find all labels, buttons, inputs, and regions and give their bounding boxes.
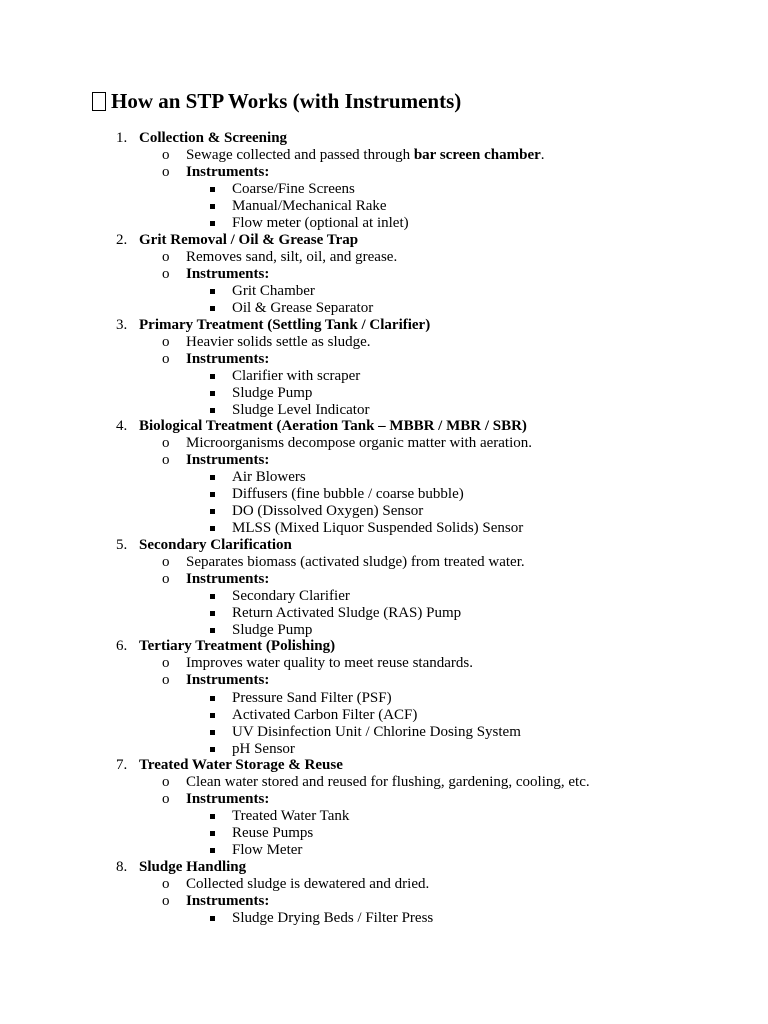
- section-number: 4.: [116, 418, 128, 434]
- bullet-o: o: [162, 266, 170, 282]
- instrument-item: Sludge Pump: [232, 622, 313, 638]
- section-heading: Primary Treatment (Settling Tank / Clarifier): [139, 317, 431, 333]
- instruments-label: Instruments:: [186, 791, 270, 807]
- instruments-label: Instruments:: [186, 452, 270, 468]
- instrument-item: DO (Dissolved Oxygen) Sensor: [232, 503, 424, 519]
- square-bullet: [210, 730, 215, 735]
- section-description: Collected sludge is dewatered and dried.: [186, 876, 430, 892]
- square-bullet: [210, 526, 215, 531]
- section-number: 7.: [116, 757, 128, 773]
- square-bullet: [210, 696, 215, 701]
- section-description: Improves water quality to meet reuse standards.: [186, 655, 473, 671]
- section-description: Separates biomass (activated sludge) from treated water.: [186, 554, 525, 570]
- instrument-item: Flow meter (optional at inlet): [232, 215, 409, 231]
- section-number: 5.: [116, 537, 128, 553]
- instrument-item: Treated Water Tank: [232, 808, 350, 824]
- section-heading: Biological Treatment (Aeration Tank – MBBR / MBR / SBR): [139, 418, 527, 434]
- section-heading: Collection & Screening: [139, 130, 288, 146]
- square-bullet: [210, 831, 215, 836]
- instrument-item: Sludge Pump: [232, 385, 313, 401]
- instruments-label: Instruments:: [186, 571, 270, 587]
- instruments-label: Instruments:: [186, 164, 270, 180]
- missing-glyph-icon: [92, 92, 106, 111]
- instrument-item: UV Disinfection Unit / Chlorine Dosing System: [232, 724, 521, 740]
- section-number: 1.: [116, 130, 128, 146]
- section-description: Sewage collected and passed through bar screen chamber.: [186, 147, 545, 163]
- square-bullet: [210, 848, 215, 853]
- section-heading: Tertiary Treatment (Polishing): [139, 638, 336, 654]
- square-bullet: [210, 204, 215, 209]
- section-heading: Sludge Handling: [139, 859, 247, 875]
- square-bullet: [210, 475, 215, 480]
- section-heading: Treated Water Storage & Reuse: [139, 757, 343, 773]
- instrument-item: Manual/Mechanical Rake: [232, 198, 387, 214]
- bullet-o: o: [162, 147, 170, 163]
- bullet-o: o: [162, 334, 170, 350]
- bullet-o: o: [162, 893, 170, 909]
- bullet-o: o: [162, 351, 170, 367]
- instrument-item: Secondary Clarifier: [232, 588, 350, 604]
- instrument-item: Grit Chamber: [232, 283, 315, 299]
- bullet-o: o: [162, 249, 170, 265]
- instrument-item: Activated Carbon Filter (ACF): [232, 707, 418, 723]
- page-title: [92, 88, 461, 114]
- bullet-o: o: [162, 452, 170, 468]
- bullet-o: o: [162, 774, 170, 790]
- instrument-item: Clarifier with scraper: [232, 368, 361, 384]
- square-bullet: [210, 594, 215, 599]
- square-bullet: [210, 713, 215, 718]
- square-bullet: [210, 814, 215, 819]
- square-bullet: [210, 747, 215, 752]
- bullet-o: o: [162, 571, 170, 587]
- bullet-o: o: [162, 164, 170, 180]
- square-bullet: [210, 492, 215, 497]
- section-heading: Secondary Clarification: [139, 537, 292, 553]
- instrument-item: Oil & Grease Separator: [232, 300, 374, 316]
- section-heading: Grit Removal / Oil & Grease Trap: [139, 232, 359, 248]
- instruments-label: Instruments:: [186, 266, 270, 282]
- section-description: Removes sand, silt, oil, and grease.: [186, 249, 398, 265]
- section-number: 3.: [116, 317, 128, 333]
- square-bullet: [210, 374, 215, 379]
- square-bullet: [210, 221, 215, 226]
- square-bullet: [210, 391, 215, 396]
- square-bullet: [210, 408, 215, 413]
- instrument-item: Coarse/Fine Screens: [232, 181, 355, 197]
- instrument-item: Diffusers (fine bubble / coarse bubble): [232, 486, 464, 502]
- square-bullet: [210, 628, 215, 633]
- instrument-item: Reuse Pumps: [232, 825, 314, 841]
- section-number: 6.: [116, 638, 128, 654]
- instrument-item: Return Activated Sludge (RAS) Pump: [232, 605, 462, 621]
- bullet-o: o: [162, 435, 170, 451]
- instrument-item: pH Sensor: [232, 741, 295, 757]
- section-number: 2.: [116, 232, 128, 248]
- square-bullet: [210, 611, 215, 616]
- bullet-o: o: [162, 672, 170, 688]
- bullet-o: o: [162, 791, 170, 807]
- section-description: Clean water stored and reused for flushing, gardening, cooling, etc.: [186, 774, 590, 790]
- square-bullet: [210, 289, 215, 294]
- instrument-item: Flow Meter: [232, 842, 303, 858]
- instrument-item: MLSS (Mixed Liquor Suspended Solids) Sensor: [232, 520, 524, 536]
- instruments-label: Instruments:: [186, 672, 270, 688]
- instruments-label: Instruments:: [186, 893, 270, 909]
- instrument-item: Sludge Drying Beds / Filter Press: [232, 910, 434, 926]
- section-description: Microorganisms decompose organic matter with aeration.: [186, 435, 533, 451]
- bullet-o: o: [162, 876, 170, 892]
- instrument-item: Sludge Level Indicator: [232, 402, 370, 418]
- bullet-o: o: [162, 554, 170, 570]
- square-bullet: [210, 509, 215, 514]
- page-title-text: How an STP Works (with Instruments): [111, 89, 462, 113]
- bullet-o: o: [162, 655, 170, 671]
- instrument-item: Pressure Sand Filter (PSF): [232, 690, 392, 706]
- instrument-item: Air Blowers: [232, 469, 306, 485]
- square-bullet: [210, 916, 215, 921]
- square-bullet: [210, 187, 215, 192]
- section-description: Heavier solids settle as sludge.: [186, 334, 371, 350]
- section-number: 8.: [116, 859, 128, 875]
- square-bullet: [210, 306, 215, 311]
- instruments-label: Instruments:: [186, 351, 270, 367]
